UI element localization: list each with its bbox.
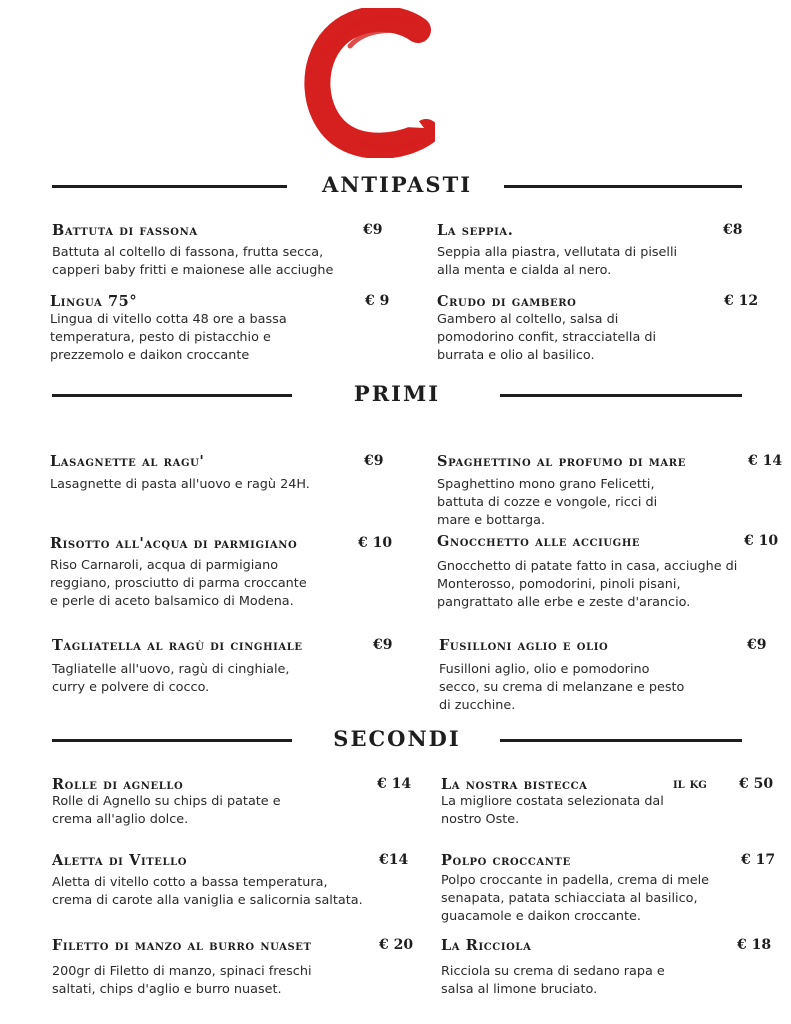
item-price: € 14: [748, 453, 783, 469]
item-description: Battuta al coltello di fassona, frutta secca, capperi baby fritti e maionese alle acciughe: [52, 245, 334, 278]
item-price: € 9: [365, 293, 390, 309]
item-price: € 50: [739, 776, 774, 792]
item-description: 200gr di Filetto di manzo, spinaci freschi saltati, chips d'aglio e burro nuaset.: [52, 964, 312, 997]
section-title-secondi: SECONDI: [333, 726, 461, 751]
item-name: Lasagnette al ragu': [50, 453, 205, 470]
item-description: Fusilloni aglio, olio e pomodorino secco, su crema di melanzane e pesto di zucchine.: [439, 662, 685, 713]
item-description: Spaghettino mono grano Felicetti, battuta di cozze e vongole, ricci di mare e bottarga.: [437, 477, 658, 528]
section-title-antipasti: ANTIPASTI: [321, 172, 473, 197]
item-name: Risotto all'acqua di parmigiano: [50, 535, 298, 552]
divider-line: [500, 739, 742, 742]
divider-line: [500, 394, 742, 397]
item-name: La Ricciola: [441, 937, 532, 954]
section-antipasti: [52, 174, 742, 198]
item-price: €9: [747, 637, 767, 653]
item-name: Tagliatella al ragù di cinghiale: [52, 637, 303, 654]
section-title-primi: PRIMI: [353, 381, 441, 406]
item-description: Riso Carnaroli, acqua di parmigiano reggiano, prosciutto di parma croccante e perle di aceto balsamico di Modena.: [50, 558, 307, 609]
item-price: €9: [363, 222, 383, 238]
divider-line: [504, 185, 742, 188]
item-description: Ricciola su crema di sedano rapa e salsa al limone bruciato.: [441, 964, 665, 997]
item-description: Lasagnette di pasta all'uovo e ragù 24H.: [50, 477, 310, 492]
item-description: Seppia alla piastra, vellutata di piselli alla menta e cialda al nero.: [437, 245, 678, 278]
item-description: La migliore costata selezionata dal nostro Oste.: [441, 794, 664, 827]
item-name: La nostra bistecca: [441, 776, 588, 793]
item-name: Filetto di manzo al burro nuaset: [52, 937, 312, 954]
item-description: Gambero al coltello, salsa di pomodorino confit, stracciatella di burrata e olio al basilico.: [437, 312, 657, 363]
item-description: Polpo croccante in padella, crema di mele senapata, patata schiacciata al basilico, guacamole e daikon croccante.: [441, 873, 710, 924]
item-price: €14: [379, 852, 409, 868]
item-name: Fusilloni aglio e olio: [439, 637, 609, 654]
item-description: Lingua di vitello cotta 48 ore a bassa temperatura, pesto di pistacchio e prezzemolo e daikon croccante: [50, 312, 287, 363]
item-description: Rolle di Agnello su chips di patate e crema all'aglio dolce.: [52, 794, 281, 827]
item-name: Rolle di agnello: [52, 776, 184, 793]
item-name: Gnocchetto alle acciughe: [437, 533, 641, 550]
item-price: € 18: [737, 937, 772, 953]
item-price: €8: [723, 222, 743, 238]
item-price: €9: [373, 637, 393, 653]
item-name: Aletta di Vitello: [52, 852, 188, 869]
item-name: Lingua 75°: [50, 293, 138, 310]
item-name: Polpo croccante: [441, 852, 571, 869]
item-description: Tagliatelle all'uovo, ragù di cinghiale, curry e polvere di cocco.: [52, 662, 290, 695]
brush-c-logo: [300, 8, 435, 158]
item-price: €9: [364, 453, 384, 469]
item-name: Battuta di fassona: [52, 222, 198, 239]
item-price: € 12: [724, 293, 759, 309]
item-name: Spaghettino al profumo di mare: [437, 453, 686, 470]
section-primi: [52, 383, 742, 407]
item-name: La seppia.: [437, 222, 514, 239]
item-description: Gnocchetto di patate fatto in casa, acciughe di Monterosso, pomodorini, pinoli pisani, pangrattato alle erbe e zeste d'arancio.: [437, 559, 738, 610]
section-secondi: [52, 728, 742, 752]
item-price: € 10: [358, 535, 393, 551]
item-price: € 17: [741, 852, 776, 868]
item-description: Aletta di vitello cotto a bassa temperatura, crema di carote alla vaniglia e salicornia saltata.: [52, 875, 363, 908]
item-name: Crudo di gambero: [437, 293, 577, 310]
item-price: € 10: [744, 533, 779, 549]
item-price: € 14: [377, 776, 412, 792]
item-price: € 20: [379, 937, 414, 953]
item-unit: il kg: [673, 776, 707, 792]
